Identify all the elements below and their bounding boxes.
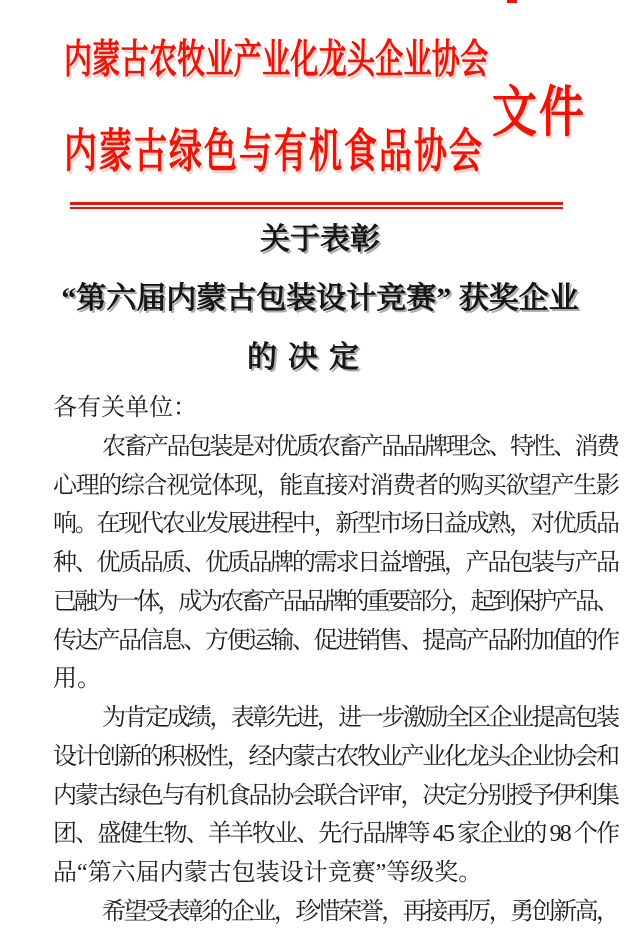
body-line: 传达产品信息、方便运输、促进销售、提高产品附加值的作 <box>53 627 618 654</box>
title-line-3: 的决定 <box>247 341 370 374</box>
body-line: 心理的综合视觉体现，能直接对消费者的购买欲望产生影 <box>53 472 619 499</box>
body-line: 内蒙古绿色与有机食品协会联合评审，决定分别授予伊利集 <box>53 782 618 809</box>
body-line: 种、优质品质、优质品牌的需求日益增强，产品包装与产品 <box>53 550 618 576</box>
red-crop-artifact <box>507 0 517 3</box>
document-body <box>53 389 620 932</box>
body-line: 为肯定成绩，表彰先进，进一步激励全区企业提高包装 <box>102 705 618 731</box>
body-line: 农畜产品包装是对优质农畜产品品牌理念、特性、消费 <box>102 433 618 460</box>
salutation: 各有关单位： <box>53 395 197 421</box>
title-line-2: “第六届内蒙古包装设计竞赛” 获奖企业 <box>61 282 579 315</box>
body-line: 团、盛健生物、羊羊牧业、先行品牌等 45 家企业的 98 个作 <box>53 821 619 848</box>
body-line: 用。 <box>53 666 101 693</box>
body-line: 希望受表彰的企业，珍惜荣誉，再接再厉，勇创新高， <box>102 898 618 925</box>
body-line: 已融为一体，成为农畜产品品牌的重要部分，起到保护产品、 <box>53 588 617 615</box>
document-title <box>0 210 640 387</box>
doc-type-label: 文件 <box>492 82 587 144</box>
body-line: 品“第六届内蒙古包装设计竞赛”等级奖。 <box>53 860 483 886</box>
title-line-1: 关于表彰 <box>260 223 380 256</box>
body-line: 响。在现代农业发展进程中，新型市场日益成熟，对优质品 <box>53 511 618 538</box>
body-line: 设计创新的积极性，经内蒙古农牧业产业化龙头企业协会和 <box>53 743 618 770</box>
red-divider-rule <box>70 202 563 209</box>
org-name-primary: 内蒙古农牧业产业化龙头企业协会 <box>64 38 489 83</box>
org-name-secondary: 内蒙古绿色与有机食品协会 <box>64 127 484 179</box>
